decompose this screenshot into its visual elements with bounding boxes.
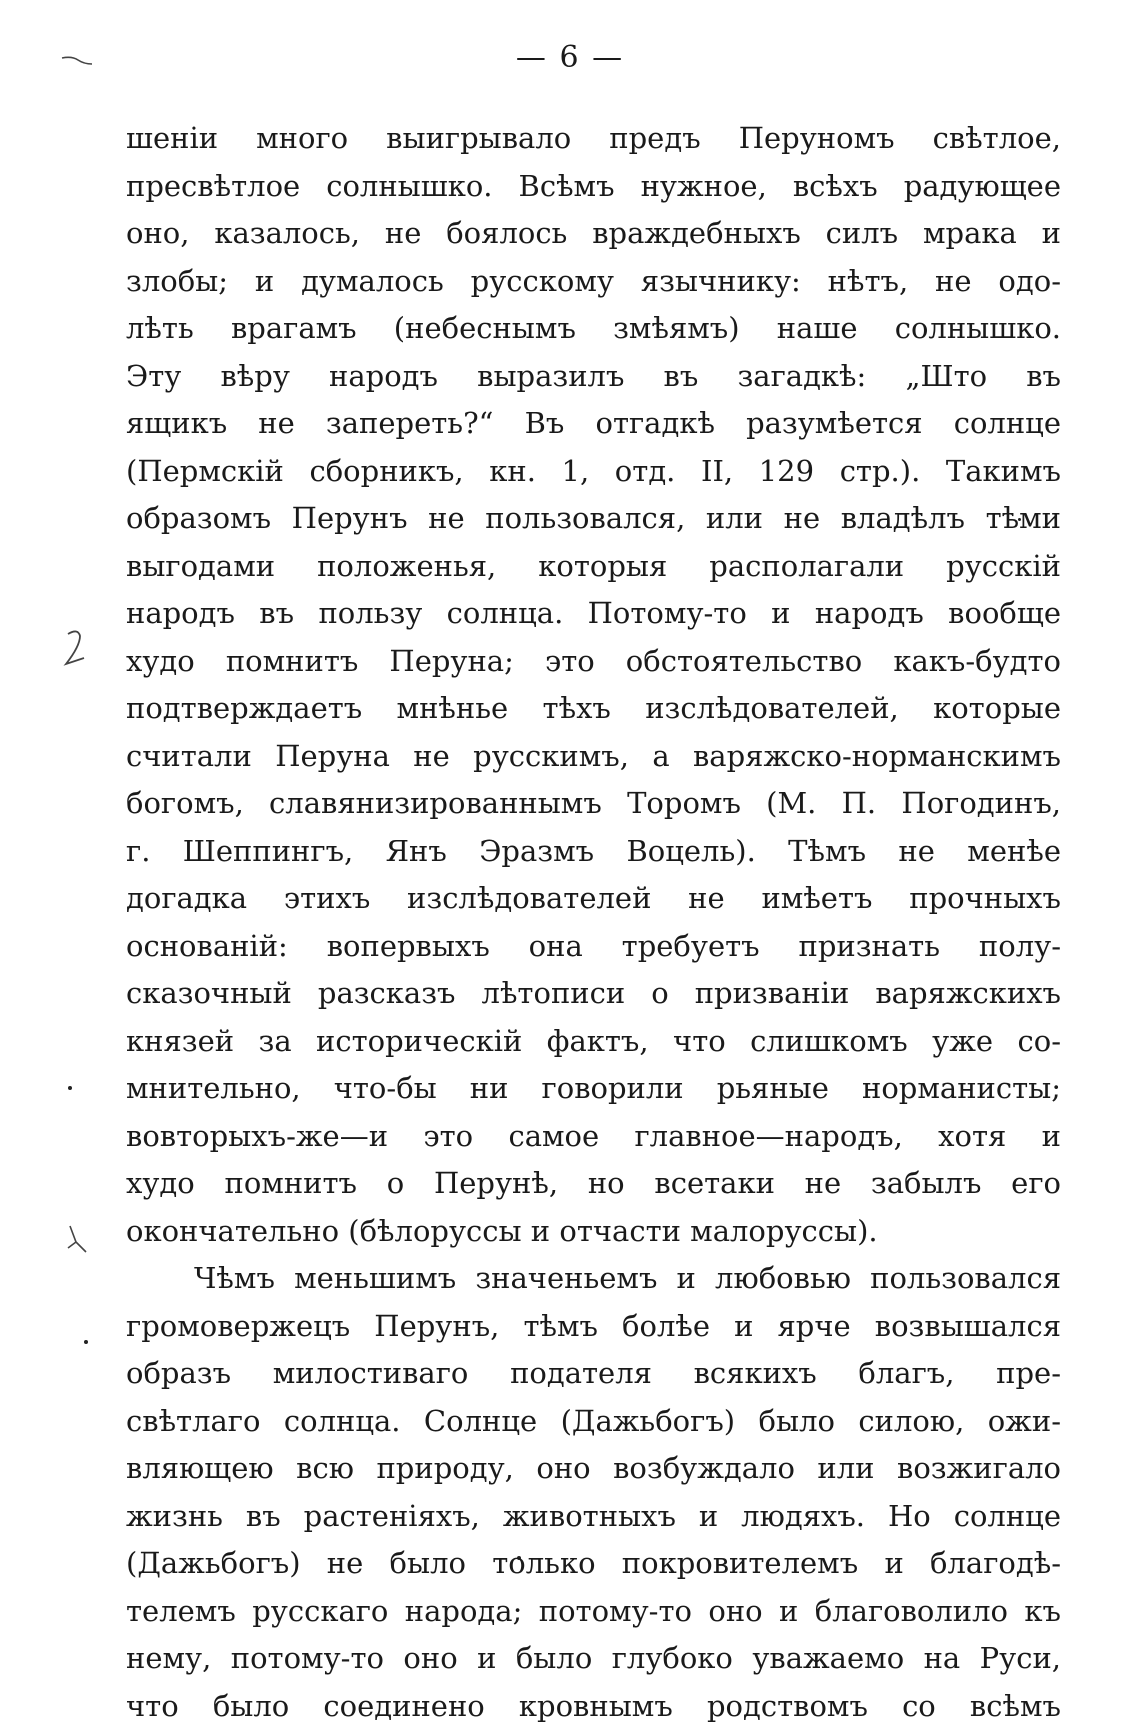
text-line: подтверждаетъ мнѣнье тѣхъ изслѣдователей, которые <box>126 685 1061 733</box>
text-line: образомъ Перунъ не пользовался, или не владѣлъ тѣми <box>126 495 1061 543</box>
text-line: вовторыхъ-же—и это самое главное—народъ, хотя и <box>126 1113 1061 1161</box>
text-line: худо помнитъ о Перунѣ, но всетаки не забылъ его <box>126 1160 1061 1208</box>
text-line: князей за историческій фактъ, что слишкомъ уже со- <box>126 1018 1061 1066</box>
text-line: ящикъ не запереть?“ Въ отгадкѣ разумѣется солнце <box>126 400 1061 448</box>
body-text <box>126 115 1061 1730</box>
text-line: громовержецъ Перунъ, тѣмъ болѣе и ярче возвышался <box>126 1303 1061 1351</box>
text-line: мнительно, что-бы ни говорили рьяные норманисты; <box>126 1065 1061 1113</box>
text-line: окончательно (бѣлоруссы и отчасти малоруссы). <box>126 1208 1061 1256</box>
pencil-dash-mark-icon <box>60 52 94 68</box>
text-line: шеніи много выигрывало предъ Перуномъ свѣтлое, <box>126 115 1061 163</box>
pencil-numeral-one-mark-icon <box>62 1222 92 1256</box>
text-line: Эту вѣру народъ выразилъ въ загадкѣ: „Што въ <box>126 353 1061 401</box>
text-line: (Дажьбогъ) не было только покровителемъ и благодѣ- <box>126 1540 1061 1588</box>
text-line: что было соединено кровнымъ родствомъ со всѣмъ <box>126 1683 1061 1730</box>
text-line: свѣтлаго солнца. Солнце (Дажьбогъ) было силою, ожи- <box>126 1398 1061 1446</box>
text-line: худо помнитъ Перуна; это обстоятельство какъ-будто <box>126 638 1061 686</box>
text-line: пресвѣтлое солнышко. Всѣмъ нужное, всѣхъ радующее <box>126 163 1061 211</box>
pencil-numeral-two-mark-icon <box>58 628 88 670</box>
text-line: лѣть врагамъ (небеснымъ змѣямъ) наше солнышко. <box>126 305 1061 353</box>
text-line: телемъ русскаго народа; потому-то оно и благоволило къ <box>126 1588 1061 1636</box>
text-line: считали Перуна не русскимъ, а варяжско-норманскимъ <box>126 733 1061 781</box>
text-line: (Пермскій сборникъ, кн. 1, отд. II, 129 стр.). Такимъ <box>126 448 1061 496</box>
text-line: богомъ, славянизированнымъ Торомъ (М. П. Погодинъ, <box>126 780 1061 828</box>
text-line: злобы; и думалось русскому язычнику: нѣтъ, не одо- <box>126 258 1061 306</box>
text-line: сказочный разсказъ лѣтописи о призваніи варяжскихъ <box>126 970 1061 1018</box>
text-line: оно, казалось, не боялось враждебныхъ силъ мрака и <box>126 210 1061 258</box>
text-line: образъ милостиваго подателя всякихъ благъ, пре- <box>126 1350 1061 1398</box>
text-line: выгодами положенья, которыя располагали русскій <box>126 543 1061 591</box>
text-line: догадка этихъ изслѣдователей не имѣетъ прочныхъ <box>126 875 1061 923</box>
paragraph <box>126 115 1061 1255</box>
text-line: народъ въ пользу солнца. Потому-то и народъ вообще <box>126 590 1061 638</box>
text-line: основаній: вопервыхъ она требуетъ признать полу- <box>126 923 1061 971</box>
text-line: нему, потому-то оно и было глубоко уважаемо на Руси, <box>126 1635 1061 1683</box>
ink-speck <box>68 1086 72 1090</box>
text-line: Чѣмъ меньшимъ значеньемъ и любовью пользовался <box>126 1255 1061 1303</box>
paragraph <box>126 1255 1061 1730</box>
text-line: вляющею всю природу, оно возбуждало или возжигало <box>126 1445 1061 1493</box>
page-number: — 6 — <box>0 40 1140 75</box>
text-line: г. Шеппингъ, Янъ Эразмъ Воцель). Тѣмъ не менѣе <box>126 828 1061 876</box>
ink-speck <box>84 1340 88 1344</box>
text-line: жизнь въ растеніяхъ, животныхъ и людяхъ. Но солнце <box>126 1493 1061 1541</box>
